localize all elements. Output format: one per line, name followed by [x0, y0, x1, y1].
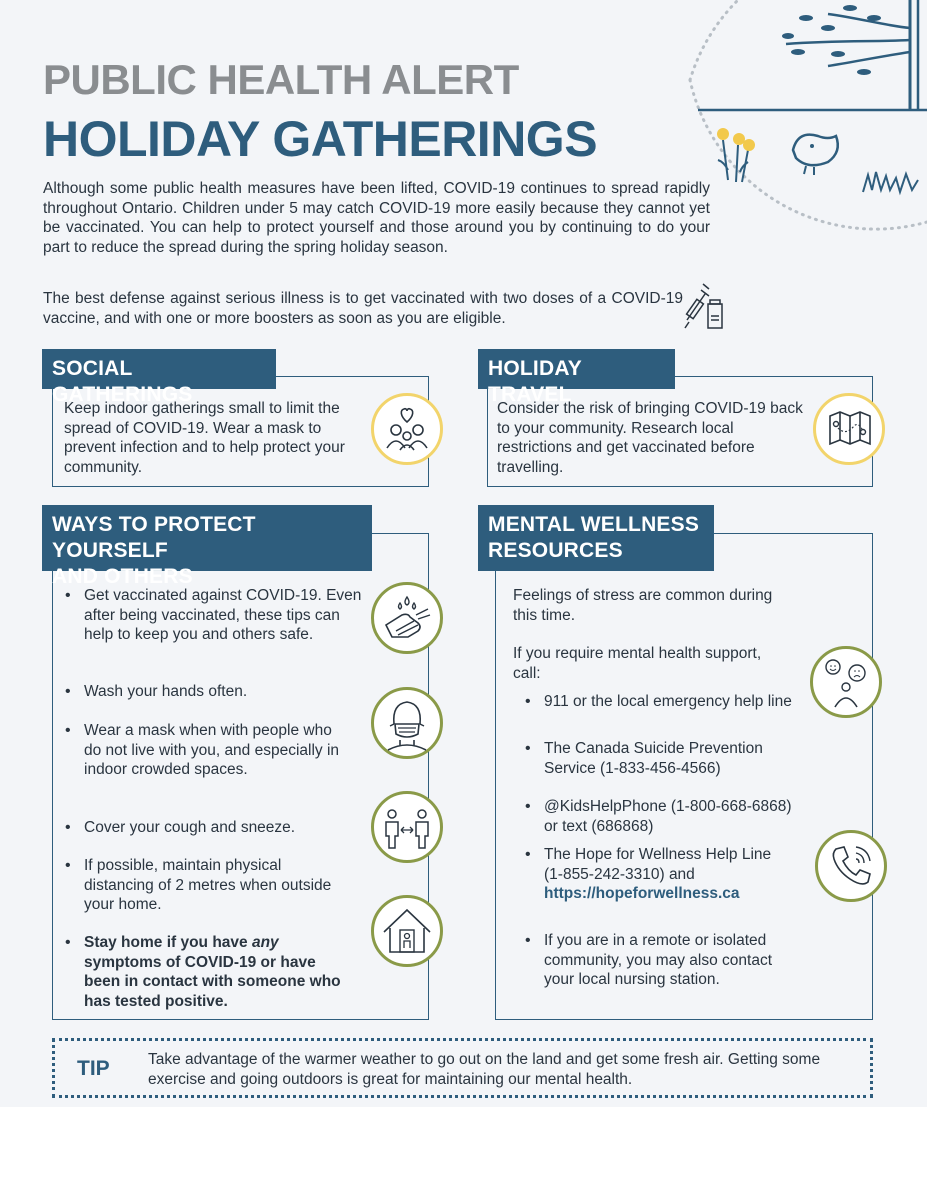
page-title: HOLIDAY GATHERINGS: [43, 111, 598, 167]
mental-heading-line1: MENTAL WELLNESS: [488, 513, 700, 536]
protect-heading-line1: WAYS TO PROTECT YOURSELF: [52, 513, 256, 562]
list-item: • Get vaccinated against COVID-19. Even after being vaccinated, these tips can help to keep you and others safe.: [62, 586, 362, 645]
list-item: • The Canada Suicide Prevention Service (1-833-456-4566): [522, 739, 812, 778]
list-item: • @KidsHelpPhone (1-800-668-6868) or text (686868): [522, 797, 794, 836]
holiday-travel-text: Consider the risk of bringing COVID-19 back to your community. Research local restrictions and get vaccinated before travelling.: [497, 400, 803, 476]
tree-bird-flowers-illustration: [678, 0, 927, 240]
protect-heading: [42, 505, 372, 588]
vaccine-paragraph: The best defense against serious illness is to get vaccinated with two doses of a COVID-19 vaccine, and with one or more boosters as soon as you are eligible.: [43, 290, 683, 327]
list-item: [62, 933, 346, 1011]
map-icon: [813, 393, 885, 465]
social-gatherings-heading: SOCIAL GATHERINGS: [42, 349, 276, 389]
mental-intro-1: Feelings of stress are common during this time.: [513, 587, 773, 624]
phone-icon: [815, 830, 887, 902]
stay-home-emphasis: any: [251, 934, 279, 951]
tip-label: TIP: [77, 1057, 110, 1080]
hope-link[interactable]: https://hopeforwellness.ca: [544, 885, 740, 902]
mental-intro-2: If you require mental health support, call:: [513, 645, 762, 682]
social-gatherings-text: Keep indoor gatherings small to limit the spread of COVID-19. Wear a mask to prevent infection and to help protect your community.: [64, 400, 345, 476]
vaccine-icon: [683, 282, 729, 332]
hope-text: The Hope for Wellness Help Line: [544, 846, 772, 863]
mental-wellness-heading: [478, 505, 714, 571]
alert-title: PUBLIC HEALTH ALERT: [43, 56, 519, 103]
hope-phone: (1-855-242-3310) and: [544, 865, 695, 883]
list-item: [522, 845, 794, 904]
list-item: • Wash your hands often.: [62, 682, 362, 702]
thought-bubbles-icon: [810, 646, 882, 718]
list-item: • If possible, maintain physical distancing of 2 metres when outside your home.: [62, 856, 334, 915]
mask-icon: [371, 687, 443, 759]
tip-text: Take advantage of the warmer weather to go out on the land and get some fresh air. Getting some exercise and going outdoors is great for maintaining our mental health.: [148, 1051, 821, 1088]
list-item: • Cover your cough and sneeze.: [62, 818, 362, 838]
list-item: • 911 or the local emergency help line: [522, 692, 812, 712]
mental-heading-line2: RESOURCES: [488, 539, 623, 562]
holiday-travel-heading: HOLIDAY TRAVEL: [478, 349, 675, 389]
list-item: • Wear a mask when with people who do not live with you, and especially in indoor crowded spaces.: [62, 721, 344, 780]
stay-home-text-1: Stay home if you have: [84, 934, 252, 951]
stay-home-text-2: symptoms of COVID-19 or have been in contact with someone who has tested positive.: [84, 953, 341, 1010]
list-item: • If you are in a remote or isolated community, you may also contact your local nursing station.: [522, 931, 804, 990]
handwash-icon: [371, 582, 443, 654]
intro-paragraph: Although some public health measures have been lifted, COVID-19 continues to spread rapidly throughout Ontario. Children under 5 may catch COVID-19 more easily because they cannot yet be vaccinated. You can help to protect yourself and those around you by continuing to do your part to reduce the spread during the spring holiday season.: [43, 180, 710, 256]
family-heart-icon: [371, 393, 443, 465]
distancing-icon: [371, 791, 443, 863]
tip-box: [52, 1038, 873, 1098]
protect-heading-line2: AND OTHERS: [52, 565, 193, 588]
stay-home-icon: [371, 895, 443, 967]
